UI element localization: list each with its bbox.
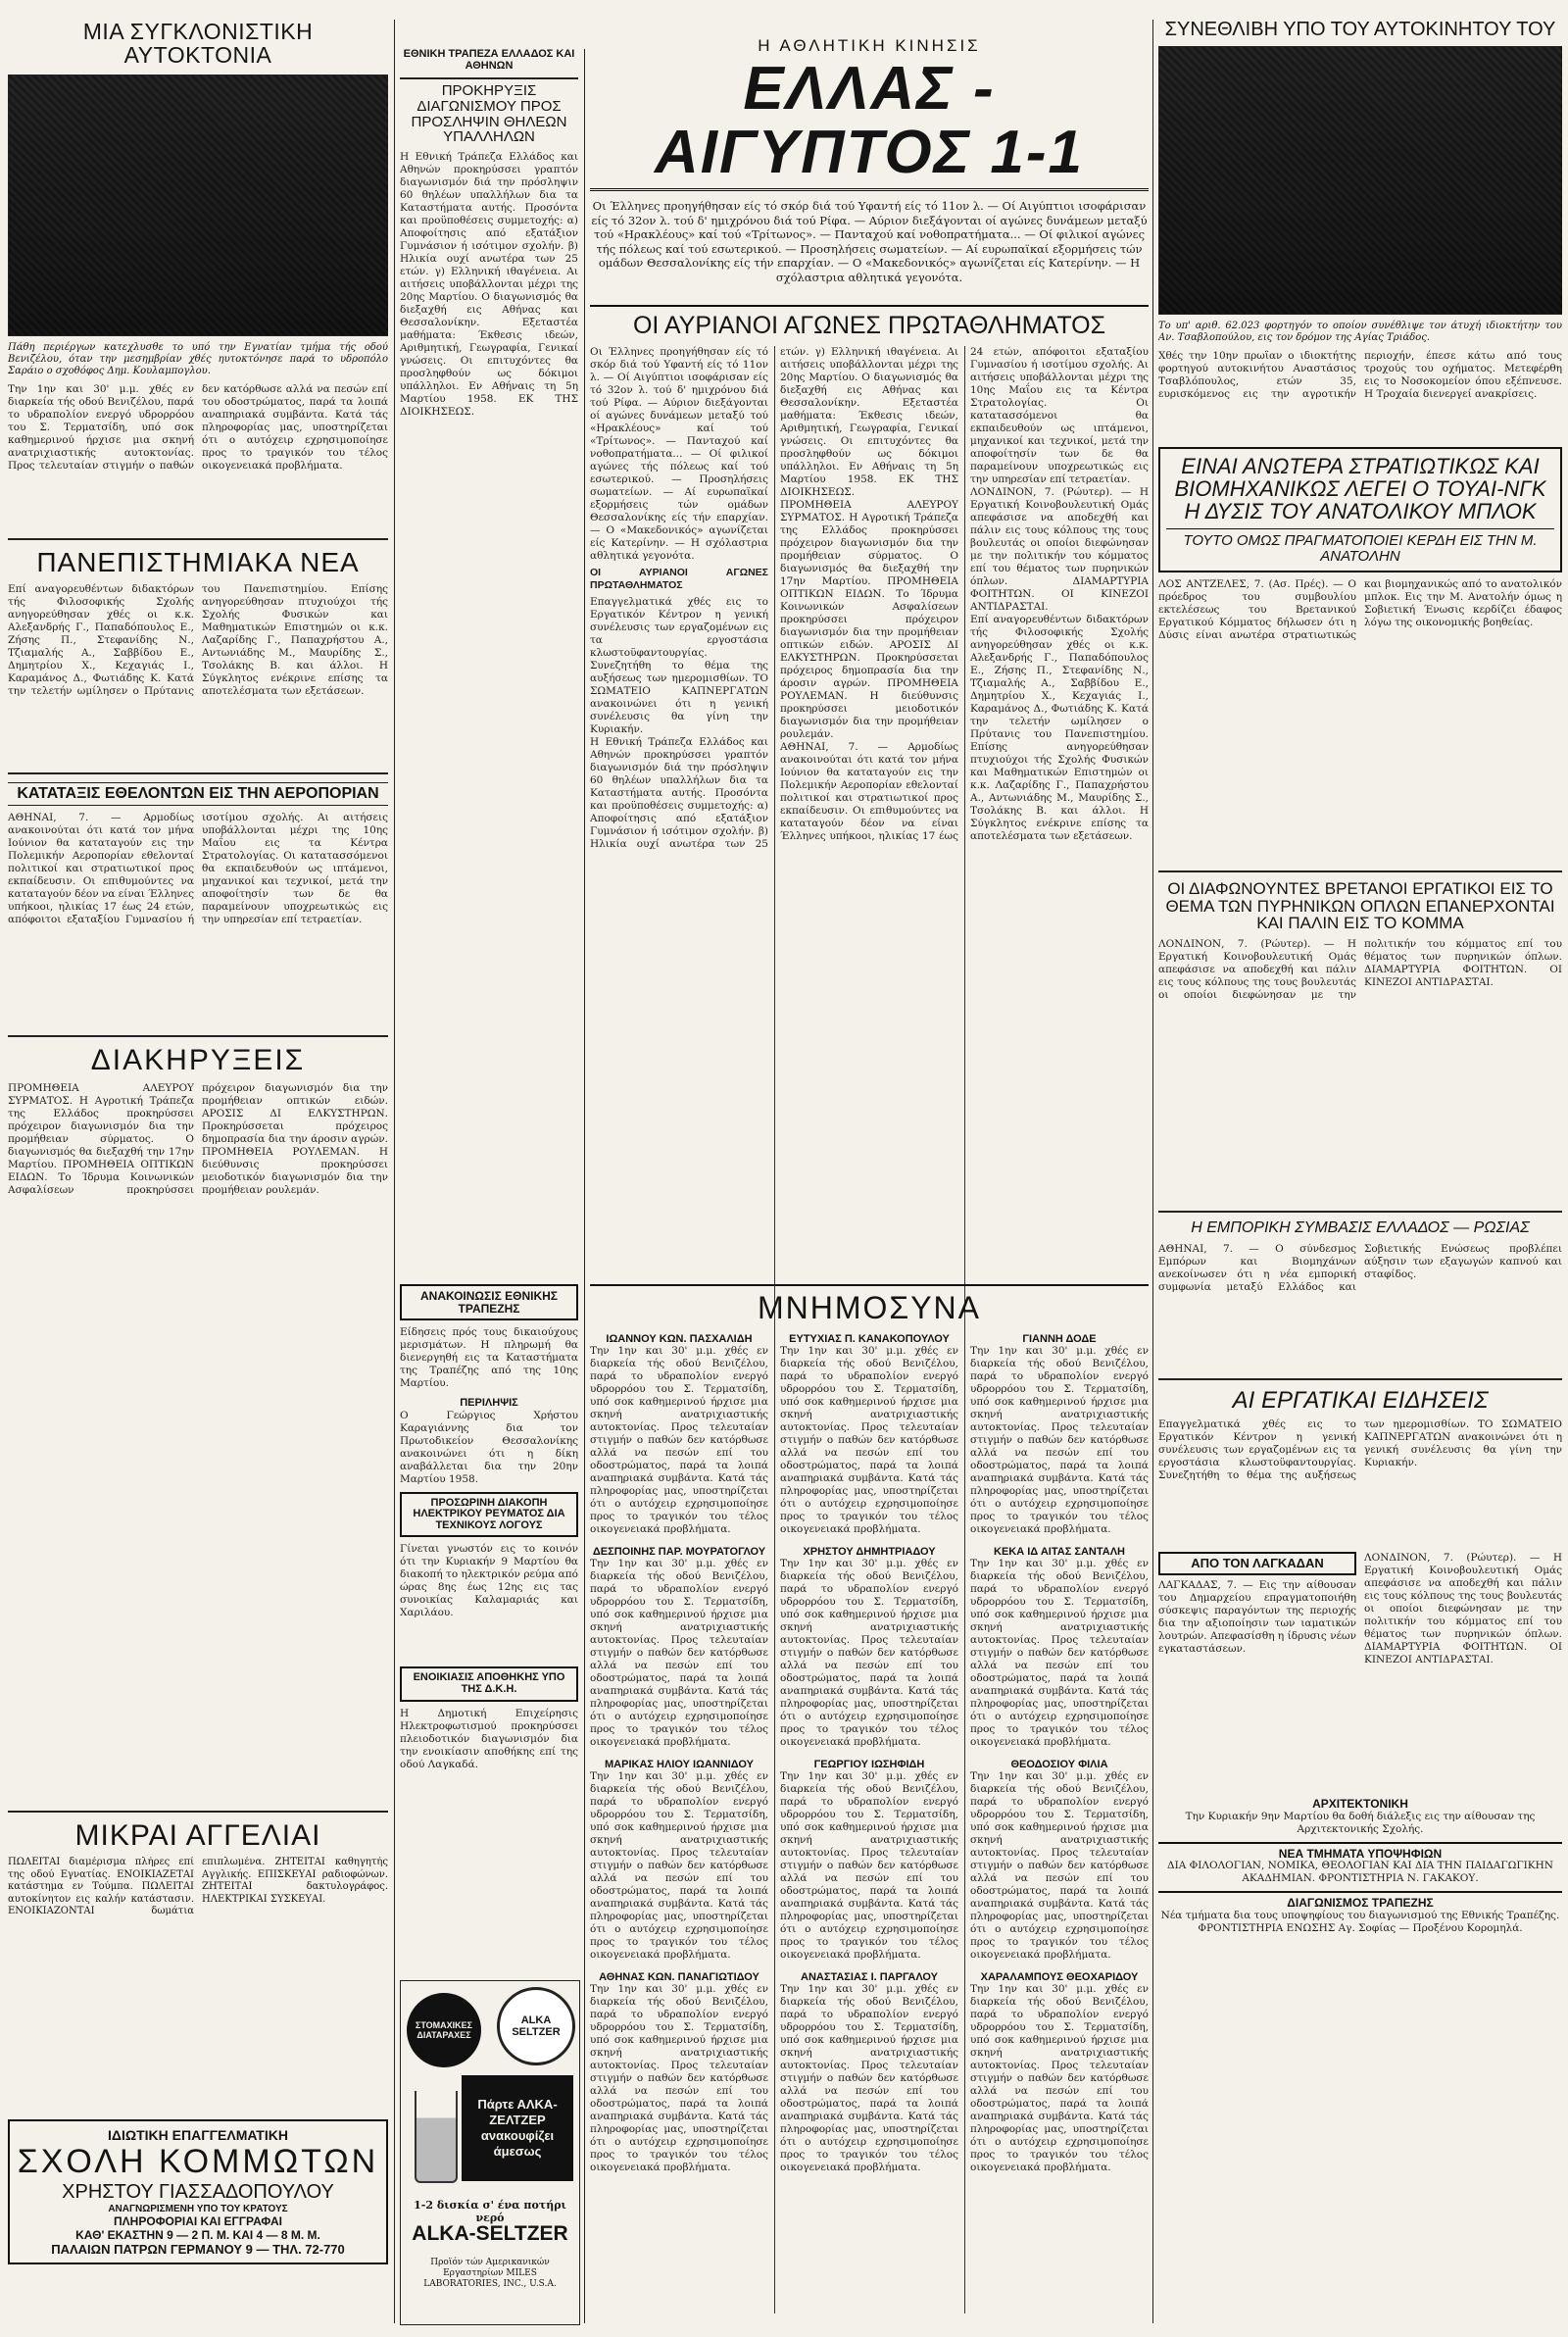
- memorial-entry: [590, 1546, 768, 1749]
- ad-alka-seltzer: [400, 1980, 580, 2325]
- story-suicide: Την 1ην και 30' μ.μ. χθές εν διαρκεία τής οδού Βενιζέλου, παρά το υδραπολίον ενεργό υδρορρόου του Σ. Τερματσίδη, υπό σοκ καθημερινού ήρχισε μια σκηνή ανατριχιαστικής αυτοκτονίας. Προς τελευταίαν στιγμήν ο παθών δεν κατόρθωσε αλλά να πεσών επί του οδοστρώματος, παρά τα λοιπά αναπηριακά συμβάντα. Κατά τάς πληροφορίας μας, υποστηρίζεται ότι ο αυτόχειρ εχρησιμοποίησε προς το τραγικόν του τέλος οικογενειακά προβλήματα.: [8, 383, 388, 472]
- photo-caption-truck: Το υπ' αριθ. 62.023 φορτηγόν το οποίον συνέθλιψε τον άτυχή ιδιοκτήτην του Αν. Τσαβλοπούλου, εις τον δρόμον της Αγίας Τριάδος.: [1158, 321, 1562, 343]
- story-bank-exam: Η Εθνική Τράπεζα Ελλάδος και Αθηνών προκηρύσσει γραπτόν διαγωνισμόν διά την πρόσληψιν 60 θηλέων υπαλλήλων δια τα Καταστήματα αυτής. Προσόντα και προϋποθέσεις συμμετοχής: α) Αποφοίτησις από εξατάξιον Γυμνάσιον ή ισότιμον σχολήν. β) Ηλικία ουχί ανωτέρα των 25 ετών. γ) Ελληνική ιθαγένεια. Αι αιτήσεις υποβάλλονται μέχρι της 20ης Μαρτίου. Ο διαγωνισμός θα διεξαχθή εις Αθήνας και Θεσσαλονίκην. Εξεταστέα μαθήματα: Έκθεσις ιδεών, Αριθμητική, Γεωγραφία, Γενικαί γνώσεις. Οι επιτυχόντες θα προσληφθούν ως δόκιμοι υπάλληλοι. Εν Αθήναις τη 5η Μαρτίου 1958. ΕΚ ΤΗΣ ΔΙΟΙΚΗΣΕΩΣ.: [400, 151, 578, 419]
- sports-story: Η Εθνική Τράπεζα Ελλάδος και Αθηνών προκηρύσσει γραπτόν διαγωνισμόν διά την πρόσληψιν 60 θηλέων υπαλλήλων δια τα Καταστήματα αυτής. Προσόντα και προϋποθέσεις συμμετοχής: α) Αποφοίτησις από εξατάξιον Γυμνάσιον ή ισότιμον σχολήν. β) Ηλικία ουχί ανωτέρα των 25 ετών. γ) Ελληνική ιθαγένεια. Αι αιτήσεις υποβάλλονται μέχρι της 20ης Μαρτίου. Ο διαγωνισμός θα διεξαχθή εις Αθήνας και Θεσσαλονίκην. Εξεταστέα μαθήματα: Έκθεσις ιδεών, Αριθμητική, Γεωγραφία, Γενικαί γνώσεις. Οι επιτυχόντες θα προσληφθούν ως δόκιμοι υπάλληλοι. Εν Αθήναις τη 5η Μαρτίου 1958. ΕΚ ΤΗΣ ΔΙΟΙΚΗΣΕΩΣ.: [590, 346, 958, 851]
- story-bank-notice: Είδησεις πρός τους δικαιούχους μερισμάτων. Η πληρωμή θα διενεργηθή εις τα Καταστήματα της Τραπέζης από της 10ης Μαρτίου.: [400, 1326, 578, 1390]
- memorial-entry: [780, 1546, 958, 1749]
- ad-badge-stomach: [407, 1993, 481, 2067]
- school-name: ΣΧΟΛΗ ΚΟΜΜΩΤΩΝ: [17, 2143, 379, 2181]
- headline-labour-news: ΑΙ ΕΡΓΑΤΙΚΑΙ ΕΙΔΗΣΕΙΣ: [1232, 1387, 1489, 1415]
- divider: [1158, 870, 1562, 872]
- divider: [8, 1811, 388, 1813]
- divider: [8, 772, 388, 774]
- ad-glass-illustration: [415, 2091, 458, 2183]
- memorial-entry: [590, 1333, 768, 1536]
- headline-trade-agreement: Η ΕΜΠΟΡΙΚΗ ΣΥΜΒΑΣΙΣ ΕΛΛΑΔΟΣ — ΡΩΣΙΑΣ: [1191, 1219, 1530, 1237]
- memorial-entry: [970, 1546, 1149, 1749]
- column-left: [8, 20, 388, 2323]
- photo-caption-suicide: Πάθη περιέργων κατεχλυσθε το υπό την Εγνατίαν τμήμα τής οδού Βενιζέλου, όταν την μεσημβρίαν χθές ηυτοκτόνησε παρά το υδροπόλο Σαράιο ο σχοθόφος Δημ. Κουλαμπογλου.: [8, 342, 388, 377]
- headline-labour-party: ΟΙ ΔΙΑΦΩΝΟΥΝΤΕΣ ΒΡΕΤΑΝΟΙ ΕΡΓΑΤΙΚΟΙ ΕΙΣ ΤΟ ΘΕΜΑ ΤΩΝ ΠΥΡΗΝΙΚΩΝ ΟΠΛΩΝ ΕΠΑΝΕΡΧΟΝΤΑΙ ΚΑΙ ΠΑΛΙΝ ΕΙΣ ΤΟ ΚΟΜΜΑ: [1165, 878, 1555, 933]
- sports-story: ΑΘΗΝΑΙ, 7. — Αρμοδίως ανακοινούται ότι κατά τον μήνα Ιούνιον θα καταταγούν εις την Πολεμικήν Αεροπορίαν εθελονταί πολιτικοί και στρατιωτικοί προς εκπαίδευσιν. Οι επιθυμούντες να καταταγούν δέον να είναι Έλληνες υπήκοοι, ηλικίας 17 έως 24 ετών, απόφοιτοι εξαταξίου Γυμνασίου ή ισοτίμου σχολής. Αι αιτήσεις υποβάλλονται μέχρι της 10ης Μαΐου εις τα Κέντρα Στρατολογίας. Οι κατατασσόμενοι θα εκπαιδευθούν ως ιπτάμενοι, μηχανικοί και τεχνικοί, μετά την αποφοίτησίν των δε θα παραμείνουν υποχρεωτικώς εις την υπηρεσίαν επί τετραετίαν.: [780, 346, 1149, 843]
- memorial-text: Την 1ην και 30' μ.μ. χθές εν διαρκεία τής οδού Βενιζέλου, παρά το υδραπολίον ενεργό υδρορρόου του Σ. Τερματσίδη, υπό σοκ καθημερινού ήρχισε μια σκηνή ανατριχιαστικής αυτοκτονίας. Προς τελευταίαν στιγμήν ο παθών δεν κατόρθωσε αλλά να πεσών επί του οδοστρώματος, παρά τα λοιπά αναπηριακά συμβάντα. Κατά τάς πληροφορίας μας, υποστηρίζεται ότι ο αυτόχειρ εχρησιμοποίησε προς το τραγικόν του τέλος οικογενειακά προβλήματα.: [780, 1344, 958, 1535]
- story-storage-lease: Η Δημοτική Επιχείρησις Ηλεκτροφωτισμού προκηρύσσει πλειοδοτικόν διαγωνισμόν δια την ενοικίασιν αποθήκης επί της οδού Λαγκαδά.: [400, 1707, 578, 1770]
- sports-story: Επαγγελματικά χθές εις το Εργατικόν Κέντρον η γενική συνέλευσις των εργαζομένων εις τα εργοστάσια κλωστοϋφαντουργίας. Συνεζητήθη το θέμα της αυξήσεως των ημερομισθίων. ΤΟ ΣΩΜΑΤΕΙΟ ΚΑΠΝΕΡΓΑΤΩΝ ανακοινώνει ότι η γενική συνέλευσις θα γίνη την Κυριακήν.: [590, 596, 768, 736]
- memorial-name: ΔΕΣΠΟΙΝΗΣ ΠΑΡ. ΜΟΥΡΑΤΟΓΛΟΥ: [592, 1545, 766, 1558]
- memorial-name: ΧΡΗΣΤΟΥ ΔΗΜΗΤΡΙΑΔΟΥ: [803, 1545, 936, 1558]
- headline-power-cut: ΠΡΟΣΩΡΙΝΗ ΔΙΑΚΟΠΗ ΗΛΕΚΤΡΙΚΟΥ ΡΕΥΜΑΤΟΣ ΔΙΑ ΤΕΧΝΙΚΟΥΣ ΛΟΓΟΥΣ: [400, 1492, 578, 1538]
- ad-maker: Προϊόν τών Αμερικανικών Εργαστηρίων MILES LABORATORIES, INC., U.S.A.: [423, 2258, 557, 2289]
- memorial-name: ΧΑΡΑΛΑΜΠΟΥΣ ΘΕΟΧΑΡΙΔΟΥ: [980, 1970, 1139, 1983]
- ad-can-image: [497, 1987, 575, 2065]
- right-lower-split: [1158, 1552, 1562, 1792]
- sports-section-label: Η ΑΘΛΗΤΙΚΗ ΚΙΝΗΣΙΣ: [758, 37, 981, 55]
- divider: [8, 1035, 388, 1037]
- headline-lagkadas: ΑΠΟ ΤΟΝ ΛΑΓΚΑΔΑΝ: [1158, 1552, 1356, 1575]
- column-rule: [1152, 20, 1153, 2323]
- school-line: ΑΝΑΓΝΩΡΙΣΜΕΝΗ ΥΠΟ ΤΟΥ ΚΡΑΤΟΥΣ: [108, 2204, 288, 2215]
- memorial-text: Την 1ην και 30' μ.μ. χθές εν διαρκεία τής οδού Βενιζέλου, παρά το υδραπολίον ενεργό υδρορρόου του Σ. Τερματσίδη, υπό σοκ καθημερινού ήρχισε μια σκηνή ανατριχιαστικής αυτοκτονίας. Προς τελευταίαν στιγμήν ο παθών δεν κατόρθωσε αλλά να πεσών επί του οδοστρώματος, παρά τα λοιπά αναπηριακά συμβάντα. Κατά τάς πληροφορίας μας, υποστηρίζεται ότι ο αυτόχειρ εχρησιμοποίησε προς το τραγικόν του τέλος οικογενειακά προβλήματα.: [780, 1982, 958, 2173]
- sports-story: ΠΡΟΜΗΘΕΙΑ ΑΛΕΥΡΟΥ ΣΥΡΜΑΤΟΣ. Η Αγροτική Τράπεζα της Ελλάδος προκηρύσσει πρόχειρον διαγωνισμόν δια την προμήθειαν σύρματος. Ο διαγωνισμός θα διεξαχθή την 17ην Μαρτίου. ΠΡΟΜΗΘΕΙΑ ΟΠΤΙΚΩΝ ΕΙΔΩΝ. Το Ίδρυμα Κοινωνικών Ασφαλίσεων προκηρύσσει πρόχειρον διαγωνισμόν δια την προμήθειαν οπτικών ειδών. ΑΡΟΣΙΣ ΔΙ ΕΛΚΥΣΤΗΡΩΝ. Προκηρύσσεται πρόχειρος δημοπρασία δια την άροσιν αγρών. ΠΡΟΜΗΘΕΙΑ ΡΟΥΛΕΜΑΝ. Η διεύθυνσις προκηρύσσει μειοδοτικόν διαγωνισμόν δια την προμήθειαν ρουλεμάν.: [780, 499, 958, 741]
- memorial-entry: [970, 1333, 1149, 1536]
- memorial-text: Την 1ην και 30' μ.μ. χθές εν διαρκεία τής οδού Βενιζέλου, παρά το υδραπολίον ενεργό υδρορρόου του Σ. Τερματσίδη, υπό σοκ καθημερινού ήρχισε μια σκηνή ανατριχιαστικής αυτοκτονίας. Προς τελευταίαν στιγμήν ο παθών δεν κατόρθωσε αλλά να πεσών επί του οδοστρώματος, παρά τα λοιπά αναπηριακά συμβάντα. Κατά τάς πληροφορίας μας, υποστηρίζεται ότι ο αυτόχειρ εχρησιμοποίησε προς το τραγικόν του τέλος οικογενειακά προβλήματα.: [590, 1344, 768, 1535]
- school-owner: ΧΡΗΣΤΟΥ ΓΙΑΣΣΑΔΟΠΟΥΛΟΥ: [62, 2181, 334, 2204]
- column-rule: [584, 49, 585, 2323]
- memorial-name: ΙΩΑΝΝΟΥ ΚΩΝ. ΠΑΣΧΑΛΙΔΗ: [606, 1332, 753, 1345]
- story-trade: ΑΘΗΝΑΙ, 7. — Ο σύνδεσμος Εμπόρων και Βιομηχάνων ανεκοίνωσεν ότι η νέα εμπορική συμφωνία μεταξύ Ελλάδος και Σοβιετικής Ενώσεως προβλέπει αύξησιν των εξαγωγών καπνού και σταφίδος.: [1158, 1243, 1562, 1294]
- feature-box-west: [1158, 447, 1562, 572]
- headline-bank-exam-prep: ΔΙΑΓΩΝΙΣΜΟΣ ΤΡΑΠΕΖΗΣ: [1158, 1891, 1562, 1910]
- headline-bank-exam: ΠΡΟΚΗΡΥΞΙΣ ΔΙΑΓΩΝΙΣΜΟΥ ΠΡΟΣ ΠΡΟΣΛΗΨΙΝ ΘΗΛΕΩΝ ΥΠΑΛΛΗΛΩΝ: [400, 77, 578, 145]
- story-power-cut: Γίνεται γνωστόν εις το κοινόν ότι την Κυριακήν 9 Μαρτίου θα διακοπή το ηλεκτρικόν ρεύμα από ώρας 8ης έως 12ης εις τας συνοικίας Καλαμαριάς και Χαριλάου.: [400, 1543, 578, 1619]
- headline-university-news: ΠΑΝΕΠΙΣΤΗΜΙΑΚΑ ΝΕΑ: [36, 547, 360, 578]
- photo-truck-accident: [1158, 46, 1562, 315]
- headline-crushed: ΣΥΝΕΘΛΙΒΗ ΥΠΟ ΤΟΥ ΑΥΤΟΚΙΝΗΤΟΥ ΤΟΥ: [1164, 20, 1556, 40]
- story-lagkadas: ΛΑΓΚΑΔΑΣ, 7. — Εις την αίθουσαν του Δημαρχείου επραγματοποιήθη σύσκεψις παραγόντων της περιοχής δια την αξιοποίησιν των ιαματικών λουτρών. Απεφασίσθη η ίδρυσις νέων εγκαταστάσεων.: [1158, 1578, 1356, 1655]
- subhead-middle-east: ΤΟΥΤΟ ΟΜΩΣ ΠΡΑΓΜΑΤΟΠΟΙΕΙ ΚΕΡΔΗ ΕΙΣ ΤΗΝ Μ. ΑΝΑΤΟΛΗΝ: [1166, 528, 1554, 565]
- sports-story-columns: [590, 346, 1149, 1400]
- sports-lead: Οι Έλληνες προηγήθησαν είς τό σκόρ διά τού Υφαντή είς τό 11ον λ. — Οί Αιγύπτιοι ισοφάρισαν είς τό 32ον λ. τού δ' ημιχρόνου διά τού Ρίφα. — Αύριον διεξάγονται οί αγώνες δυνάμεων μεταξύ τού «Ηρακλέους» καί τού «Τρίτωνος». — Πανταχού καί νοθοπρατήματα... — Οί φιλικοί αγώνες τής πόλεως καί τού εσωτερικού. — Προσηλήσεις σωματείων. — Αί ευρωπαϊκαί εξορμήσεις τών ομάδων Θεσσαλονίκης είς τήν επαρχίαν. — Ο «Μακεδονικός» αγωνίζεται είς Κατερίνην. — Η σχόλαστρια αθλητικά γεγονότα.: [591, 199, 1148, 284]
- headline-memorials: ΜΝΗΜΟΣΥΝΑ: [758, 1290, 981, 1325]
- sports-story: Επί αναγορευθέντων διδακτόρων τής Φιλοσοφικής Σχολής ανηγορεύθησαν χθές οι κ.κ. Αλεξανδρής Γ., Παπαδόπουλος Ε., Ζήσης Π., Στεφανίδης Ν., Τζιαμαλής Α., Σαββίδου Ε., Δημητρίου Χ., Κεχαγιάς Ι., Καραμάνος Δ., Φωτιάδης Κ. Κατά την τελετήν ωμίλησεν ο Πρύτανις του Πανεπιστημίου. Επίσης ανηγορεύθησαν πτυχιούχοι τής Σχολής Φυσικών και Μαθηματικών Επιστημών οι κ.κ. Λαζαρίδης Γ., Παπαχρήστου Α., Αντωνιάδης Μ., Μαυρίδης Σ., Τσολάκης Β. και άλλοι. Η Σύγκλητος ενέκρινε επίσης τα αποτελέσματα των εξετάσεων.: [970, 614, 1149, 843]
- memorial-name: ΑΝΑΣΤΑΣΙΑΣ Ι. ΠΑΡΓΑΛΟΥ: [801, 1970, 938, 1983]
- ad-brand: ALKA-SELTZER: [412, 2222, 568, 2245]
- memorial-name: ΓΕΩΡΓΙΟΥ ΙΩΣΗΦΙΔΗ: [813, 1758, 925, 1770]
- column-rule: [394, 20, 395, 2323]
- memorial-entry: [970, 1759, 1149, 1962]
- headline-candidates: ΝΕΑ ΤΜΗΜΑΤΑ ΥΠΟΨΗΦΙΩΝ: [1158, 1842, 1562, 1861]
- photo-suicide-scene: [8, 75, 388, 336]
- headline-classifieds: ΜΙΚΡΑΙ ΑΓΓΕΛΙΑΙ: [74, 1818, 321, 1852]
- right-lower-col-b: [1364, 1552, 1562, 1792]
- memorial-text: Την 1ην και 30' μ.μ. χθές εν διαρκεία τής οδού Βενιζέλου, παρά το υδραπολίον ενεργό υδρορρόου του Σ. Τερματσίδη, υπό σοκ καθημερινού ήρχισε μια σκηνή ανατριχιαστικής αυτοκτονίας. Προς τελευταίαν στιγμήν ο παθών δεν κατόρθωσε αλλά να πεσών επί του οδοστρώματος, παρά τα λοιπά αναπηριακά συμβάντα. Κατά τάς πληροφορίας μας, υποστηρίζεται ότι ο αυτόχειρ εχρησιμοποίησε προς το τραγικόν του τέλος οικογενειακά προβλήματα.: [970, 1557, 1149, 1748]
- ad-can-label: ALKA SELTZER: [512, 2014, 561, 2038]
- story-labour-cont: ΛΟΝΔΙΝΟΝ, 7. (Ρώυτερ). — Η Εργατική Κοινοβουλευτική Ομάς απεφάσισε να αποδεχθή και πάλιν εις τους κόλπους της τους βουλευτάς οι οποίοι διεφώνησαν με την πολιτικήν του κόμματος επί του θέματος των πυρηνικών όπλων. ΔΙΑΜΑΡΤΥΡΙΑ ΦΟΙΤΗΤΩΝ. ΟΙ ΚΙΝΕΖΟΙ ΑΝΤΙΔΡΑΣΤΑΙ.: [1364, 1552, 1562, 1666]
- story-labour-news: Επαγγελματικά χθές εις το Εργατικόν Κέντρον η γενική συνέλευσις των εργαζομένων εις τα εργοστάσια κλωστοϋφαντουργίας. Συνεζητήθη το θέμα της αυξήσεως των ημερομισθίων. ΤΟ ΣΩΜΑΤΕΙΟ ΚΑΠΝΕΡΓΑΤΩΝ ανακοινώνει ότι η γενική συνέλευσις θα γίνη την Κυριακήν.: [1158, 1418, 1562, 1482]
- divider: [1158, 1378, 1562, 1380]
- memorial-name: ΕΥΤΥΧΙΑΣ Π. ΚΑΝΑΚΟΠΟΥΛΟΥ: [789, 1332, 950, 1345]
- school-line: ΙΔΙΩΤΙΚΗ ΕΠΑΓΓΕΛΜΑΤΙΚΗ: [108, 2127, 288, 2144]
- story-tenders: ΠΡΟΜΗΘΕΙΑ ΑΛΕΥΡΟΥ ΣΥΡΜΑΤΟΣ. Η Αγροτική Τράπεζα της Ελλάδος προκηρύσσει πρόχειρον διαγωνισμόν δια την προμήθειαν σύρματος. Ο διαγωνισμός θα διεξαχθή την 17ην Μαρτίου. ΠΡΟΜΗΘΕΙΑ ΟΠΤΙΚΩΝ ΕΙΔΩΝ. Το Ίδρυμα Κοινωνικών Ασφαλίσεων προκηρύσσει πρόχειρον διαγωνισμόν δια την προμήθειαν οπτικών ειδών. ΑΡΟΣΙΣ ΔΙ ΕΛΚΥΣΤΗΡΩΝ. Προκηρύσσεται πρόχειρος δημοπρασία δια την άροσιν αγρών. ΠΡΟΜΗΘΕΙΑ ΡΟΥΛΕΜΑΝ. Η διεύθυνσις προκηρύσσει μειοδοτικόν διαγωνισμόν δια την προμήθειαν ρουλεμάν.: [8, 1081, 388, 1196]
- memorial-name: ΚΕΚΑ ΙΔ ΑΙΤΑΣ ΣΑΝΤΑΛΗ: [994, 1545, 1125, 1558]
- bank-label: ΕΘΝΙΚΗ ΤΡΑΠΕΖΑ ΕΛΛΑΔΟΣ ΚΑΙ ΑΘΗΝΩΝ: [403, 49, 575, 72]
- ad-hairdresser-school: [8, 2119, 388, 2264]
- sports-story: Οι Έλληνες προηγήθησαν είς τό σκόρ διά τού Υφαντή είς τό 11ον λ. — Οί Αιγύπτιοι ισοφάρισαν είς τό 32ον λ. τού δ' ημιχρόνου διά τού Ρίφα. — Αύριον διεξάγονται οί αγώνες δυνάμεων μεταξύ τού «Ηρακλέους» καί τού «Τρίτωνος». — Πανταχού καί νοθοπρατήματα... — Οί φιλικοί αγώνες τής πόλεως καί τού εσωτερικού. — Προσηλήσεις σωματείων. — Αί ευρωπαϊκαί εξορμήσεις τών ομάδων Θεσσαλονίκης είς τήν επαρχίαν. — Ο «Μακεδονικός» αγωνίζεται είς Κατερίνην. — Η σχόλαστρια αθλητικά γεγονότα.: [590, 346, 768, 563]
- memorial-entry: [780, 1333, 958, 1536]
- memorial-text: Την 1ην και 30' μ.μ. χθές εν διαρκεία τής οδού Βενιζέλου, παρά το υδραπολίον ενεργό υδρορρόου του Σ. Τερματσίδη, υπό σοκ καθημερινού ήρχισε μια σκηνή ανατριχιαστικής αυτοκτονίας. Προς τελευταίαν στιγμήν ο παθών δεν κατόρθωσε αλλά να πεσών επί του οδοστρώματος, παρά τα λοιπά αναπηριακά συμβάντα. Κατά τάς πληροφορίας μας, υποστηρίζεται ότι ο αυτόχειρ εχρησιμοποίησε προς το τραγικόν του τέλος οικογενειακά προβλήματα.: [970, 1982, 1149, 2173]
- headline-bank-notice: ΑΝΑΚΟΙΝΩΣΙΣ ΕΘΝΙΚΗΣ ΤΡΑΠΕΖΗΣ: [400, 1284, 578, 1320]
- story-bank-exam-prep: Νέα τμήματα δια τους υποψηφίους του διαγωνισμού της Εθνικής Τραπέζης. ΦΡΟΝΤΙΣΤΗΡΙΑ ΕΝΩΣΗΣ Αγ. Σοφίας — Προξένου Κορομηλά.: [1160, 1910, 1560, 1935]
- column-right: [1158, 20, 1562, 2323]
- story-architecture: Την Κυριακήν 9ην Μαρτίου θα δοθή διάλεξις εις την αίθουσαν της Αρχιτεκτονικής Σχολής.: [1185, 1810, 1536, 1835]
- subhead-championship: ΟΙ ΑΥΡΙΑΝΟΙ ΑΓΩΝΕΣ ΠΡΩΤΑΘΛΗΜΑΤΟΣ: [590, 305, 1149, 338]
- headline-summary: ΠΕΡΙΛΗΨΙΣ: [460, 1397, 518, 1410]
- classified-ads: ΠΩΛΕΙΤΑΙ διαμέρισμα πλήρες επί της οδού Εγνατίας. ΕΝΟΙΚΙΑΖΕΤΑΙ κατάστημα εν Τούμπα. ΠΩΛΕΙΤΑΙ αυτοκίνητον εις καλήν κατάστασιν. ΕΝΟΙΚΙΑΖΟΝΤΑΙ δωμάτια επιπλωμένα. ΖΗΤΕΙΤΑΙ καθηγητής Αγγλικής. ΕΠΙΣΚΕΥΑΙ ραδιοφώνων. ΖΗΤΕΙΤΑΙ δακτυλογράφος. ΗΛΕΚΤΡΙΚΑΙ ΣΥΣΚΕΥΑΙ.: [8, 1857, 388, 1917]
- school-line: ΠΛΗΡΟΦΟΡΙΑΙ ΚΑΙ ΕΓΓΡΑΦΑΙ: [114, 2214, 282, 2229]
- story-air-force: ΑΘΗΝΑΙ, 7. — Αρμοδίως ανακοινούται ότι κατά τον μήνα Ιούνιον θα καταταγούν εις την Πολεμικήν Αεροπορίαν εθελονταί πολιτικοί και στρατιωτικοί προς εκπαίδευσιν. Οι επιθυμούντες να καταταγούν δέον να είναι Έλληνες υπήκοοι, ηλικίας 17 έως 24 ετών, απόφοιτοι εξαταξίου Γυμνασίου ή ισοτίμου σχολής. Αι αιτήσεις υποβάλλονται μέχρι της 10ης Μαΐου εις τα Κέντρα Στρατολογίας. Οι κατατασσόμενοι θα εκπαιδευθούν ως ιπτάμενοι, μηχανικοί και τεχνικοί, μετά την αποφοίτησίν των δε θα παραμείνουν υποχρεωτικώς εις την υπηρεσίαν επί τετραετίαν.: [8, 812, 388, 926]
- ad-badge-text: ΣΤΟΜΑΧΙΚΕΣ ΔΙΑΤΑΡΑΧΕΣ: [415, 2020, 473, 2040]
- memorial-entry: [780, 1759, 958, 1962]
- ad-dose: 1-2 δισκία σ' ένα ποτήρι νερό: [414, 2199, 566, 2224]
- headline-west-superior: ΕΙΝΑΙ ΑΝΩΤΕΡΑ ΣΤΡΑΤΙΩΤΙΚΩΣ ΚΑΙ ΒΙΟΜΗΧΑΝΙΚΩΣ ΛΕΓΕΙ Ο ΤΟΥΑΙ-ΝΓΚ Η ΔΥΣΙΣ ΤΟΥ ΑΝΑΤΟΛΙΚΟΥ ΜΠΛΟΚ: [1174, 454, 1546, 524]
- headline-tenders: ΔΙΑΚΗΡΥΞΕΙΣ: [90, 1044, 306, 1077]
- school-line: ΚΑΘ' ΕΚΑΣΤΗΝ 9 — 2 Π. Μ. ΚΑΙ 4 — 8 Μ. Μ.: [75, 2228, 320, 2243]
- story-university: Επί αναγορευθέντων διδακτόρων τής Φιλοσοφικής Σχολής ανηγορεύθησαν χθές οι κ.κ. Αλεξανδρής Γ., Παπαδόπουλος Ε., Ζήσης Π., Στεφανίδης Ν., Τζιαμαλής Α., Σαββίδου Ε., Δημητρίου Χ., Κεχαγιάς Ι., Καραμάνος Δ., Φωτιάδης Κ. Κατά την τελετήν ωμίλησεν ο Πρύτανις του Πανεπιστημίου. Επίσης ανηγορεύθησαν πτυχιούχοι τής Σχολής Φυσικών και Μαθηματικών Επιστημών οι κ.κ. Λαζαρίδης Γ., Παπαχρήστου Α., Αντωνιάδης Μ., Μαυρίδης Σ., Τσολάκης Β. και άλλοι. Η Σύγκλητος ενέκρινε επίσης τα αποτελέσματα των εξετάσεων.: [8, 582, 388, 697]
- ad-slogan-panel: [462, 2075, 573, 2181]
- memorial-text: Την 1ην και 30' μ.μ. χθές εν διαρκεία τής οδού Βενιζέλου, παρά το υδραπολίον ενεργό υδρορρόου του Σ. Τερματσίδη, υπό σοκ καθημερινού ήρχισε μια σκηνή ανατριχιαστικής αυτοκτονίας. Προς τελευταίαν στιγμήν ο παθών δεν κατόρθωσε αλλά να πεσών επί του οδοστρώματος, παρά τα λοιπά αναπηριακά συμβάντα. Κατά τάς πληροφορίας μας, υποστηρίζεται ότι ο αυτόχειρ εχρησιμοποίησε προς το τραγικόν του τέλος οικογενειακά προβλήματα.: [590, 1557, 768, 1748]
- memorial-entry: [970, 1971, 1149, 2174]
- memorial-text: Την 1ην και 30' μ.μ. χθές εν διαρκεία τής οδού Βενιζέλου, παρά το υδραπολίον ενεργό υδρορρόου του Σ. Τερματσίδη, υπό σοκ καθημερινού ήρχισε μια σκηνή ανατριχιαστικής αυτοκτονίας. Προς τελευταίαν στιγμήν ο παθών δεν κατόρθωσε αλλά να πεσών επί του οδοστρώματος, παρά τα λοιπά αναπηριακά συμβάντα. Κατά τάς πληροφορίας μας, υποστηρίζεται ότι ο αυτόχειρ εχρησιμοποίησε προς το τραγικόν του τέλος οικογενειακά προβλήματα.: [780, 1769, 958, 1961]
- story-truck: Χθές την 10ην πρωΐαν ο ιδιοκτήτης φορτηγού αυτοκινήτου Αναστάσιος Τσαβλόπουλος, ετών 35, ευρισκόμενος εις την αγροτικήν περιοχήν, έπεσε κάτω από τους τροχούς του οχήματος. Μετεφέρθη εις το Νοσοκομείον όπου εξέπνευσε. Η Τροχαία διενεργεί ανακρίσεις.: [1158, 350, 1562, 400]
- ad-slogan: Πάρτε ΑΛΚΑ-ΖΕΛΤΖΕΡ ανακουφίζει άμεσως: [477, 2097, 558, 2159]
- memorial-text: Την 1ην και 30' μ.μ. χθές εν διαρκεία τής οδού Βενιζέλου, παρά το υδραπολίον ενεργό υδρορρόου του Σ. Τερματσίδη, υπό σοκ καθημερινού ήρχισε μια σκηνή ανατριχιαστικής αυτοκτονίας. Προς τελευταίαν στιγμήν ο παθών δεν κατόρθωσε αλλά να πεσών επί του οδοστρώματος, παρά τα λοιπά αναπηριακά συμβάντα. Κατά τάς πληροφορίας μας, υποστηρίζεται ότι ο αυτόχειρ εχρησιμοποίησε προς το τραγικόν του τέλος οικογενειακά προβλήματα.: [970, 1344, 1149, 1535]
- memorial-text: Την 1ην και 30' μ.μ. χθές εν διαρκεία τής οδού Βενιζέλου, παρά το υδραπολίον ενεργό υδρορρόου του Σ. Τερματσίδη, υπό σοκ καθημερινού ήρχισε μια σκηνή ανατριχιαστικής αυτοκτονίας. Προς τελευταίαν στιγμήν ο παθών δεν κατόρθωσε αλλά να πεσών επί του οδοστρώματος, παρά τα λοιπά αναπηριακά συμβάντα. Κατά τάς πληροφορίας μας, υποστηρίζεται ότι ο αυτόχειρ εχρησιμοποίησε προς το τραγικόν του τέλος οικογενειακά προβλήματα.: [590, 1982, 768, 2173]
- sports-kicker: ΟΙ ΑΥΡΙΑΝΟΙ ΑΓΩΝΕΣ ΠΡΩΤΑΘΛΗΜΑΤΟΣ: [590, 567, 768, 592]
- story-candidates: ΔΙΑ ΦΙΛΟΛΟΓΙΑΝ, ΝΟΜΙΚΑ, ΘΕΟΛΟΓΙΑΝ ΚΑΙ ΔΙΑ ΤΗΝ ΠΑΙΔΑΓΩΓΙΚΗΝ ΑΚΑΔΗΜΙΑΝ. ΦΡΟΝΤΙΣΤΗΡΙΑ Ν. ΓΑΚΑΚΟΥ.: [1167, 1860, 1553, 1885]
- story-summary: Ο Γεώργιος Χρήστου Καραγιάννης δια τον Πρωτοδικείον Θεσσαλονίκης ανακοινώνει ότι η δίκη αναβάλλεται δια την 20ην Μαρτίου 1958.: [400, 1409, 578, 1485]
- memorial-list: [590, 1333, 1149, 2313]
- school-address: ΠΑΛΑΙΩΝ ΠΑΤΡΩΝ ΓΕΡΜΑΝΟΥ 9 — ΤΗΛ. 72-770: [51, 2242, 345, 2258]
- divider: [8, 538, 388, 540]
- memorial-text: Την 1ην και 30' μ.μ. χθές εν διαρκεία τής οδού Βενιζέλου, παρά το υδραπολίον ενεργό υδρορρόου του Σ. Τερματσίδη, υπό σοκ καθημερινού ήρχισε μια σκηνή ανατριχιαστικής αυτοκτονίας. Προς τελευταίαν στιγμήν ο παθών δεν κατόρθωσε αλλά να πεσών επί του οδοστρώματος, παρά τα λοιπά αναπηριακά συμβάντα. Κατά τάς πληροφορίας μας, υποστηρίζεται ότι ο αυτόχειρ εχρησιμοποίησε προς το τραγικόν του τέλος οικογενειακά προβλήματα.: [780, 1557, 958, 1748]
- memorial-entry: [780, 1971, 958, 2174]
- memorial-name: ΘΕΟΔΟΣΙΟΥ ΦΙΛΙΑ: [1010, 1758, 1108, 1770]
- right-lower-col-a: [1158, 1552, 1356, 1792]
- headline-storage-lease: ΕΝΟΙΚΙΑΣΙΣ ΑΠΟΘΗΚΗΣ ΥΠΟ ΤΗΣ Δ.Κ.Η.: [400, 1666, 578, 1701]
- memorial-name: ΓΙΑΝΝΗ ΔΟΔΕ: [1022, 1332, 1097, 1345]
- memorials-section: [590, 1284, 1149, 2325]
- banner-greece-egypt: ΕΛΛΑΣ - ΑΙΓΥΠΤΟΣ 1-1: [590, 57, 1149, 191]
- memorial-text: Την 1ην και 30' μ.μ. χθές εν διαρκεία τής οδού Βενιζέλου, παρά το υδραπολίον ενεργό υδρορρόου του Σ. Τερματσίδη, υπό σοκ καθημερινού ήρχισε μια σκηνή ανατριχιαστικής αυτοκτονίας. Προς τελευταίαν στιγμήν ο παθών δεν κατόρθωσε αλλά να πεσών επί του οδοστρώματος, παρά τα λοιπά αναπηριακά συμβάντα. Κατά τάς πληροφορίας μας, υποστηρίζεται ότι ο αυτόχειρ εχρησιμοποίησε προς το τραγικόν του τέλος οικογενειακά προβλήματα.: [590, 1769, 768, 1961]
- memorial-entry: [590, 1971, 768, 2174]
- memorial-name: ΜΑΡΙΚΑΣ ΗΛΙΟΥ ΙΩΑΝΝΙΔΟΥ: [605, 1758, 754, 1770]
- divider: [1158, 1211, 1562, 1213]
- memorial-entry: [590, 1759, 768, 1962]
- headline-air-force: ΚΑΤΑΤΑΞΙΣ ΕΘΕΛΟΝΤΩΝ ΕΙΣ ΤΗΝ ΑΕΡΟΠΟΡΙΑΝ: [8, 782, 388, 807]
- story-west: ΛΟΣ ΑΝΤΖΕΛΕΣ, 7. (Ασ. Πρές). — Ο πρόεδρος του συμβουλίου εκτελέσεως του Βρετανικού Εργατικού Κόμματος δήλωσεν ότι η Δύσις είναι ανωτέρα στρατιωτικώς και βιομηχανικώς από το ανατολικόν μπλοκ. Εις την Μ. Ανατολήν όμως η Σοβιετική Ένωσις κερδίζει έδαφος λόγω της οικονομικής βοηθείας.: [1158, 577, 1562, 641]
- memorial-name: ΑΘΗΝΑΣ ΚΩΝ. ΠΑΝΑΓΙΩΤΙΔΟΥ: [599, 1970, 760, 1983]
- story-labour: ΛΟΝΔΙΝΟΝ, 7. (Ρώυτερ). — Η Εργατική Κοινοβουλευτική Ομάς απεφάσισε να αποδεχθή και πάλιν εις τους κόλπους της τους βουλευτάς οι οποίοι διεφώνησαν με την πολιτικήν του κόμματος επί του θέματος των πυρηνικών όπλων. ΔΙΑΜΑΡΤΥΡΙΑ ΦΟΙΤΗΤΩΝ. ΟΙ ΚΙΝΕΖΟΙ ΑΝΤΙΔΡΑΣΤΑΙ.: [1158, 938, 1562, 1002]
- headline-architecture: ΑΡΧΙΤΕΚΤΟΝΙΚΗ: [1312, 1797, 1408, 1812]
- memorial-text: Την 1ην και 30' μ.μ. χθές εν διαρκεία τής οδού Βενιζέλου, παρά το υδραπολίον ενεργό υδρορρόου του Σ. Τερματσίδη, υπό σοκ καθημερινού ήρχισε μια σκηνή ανατριχιαστικής αυτοκτονίας. Προς τελευταίαν στιγμήν ο παθών δεν κατόρθωσε αλλά να πεσών επί του οδοστρώματος, παρά τα λοιπά αναπηριακά συμβάντα. Κατά τάς πληροφορίας μας, υποστηρίζεται ότι ο αυτόχειρ εχρησιμοποίησε προς το τραγικόν του τέλος οικογενειακά προβλήματα.: [970, 1769, 1149, 1961]
- sports-story: ΛΟΝΔΙΝΟΝ, 7. (Ρώυτερ). — Η Εργατική Κοινοβουλευτική Ομάς απεφάσισε να αποδεχθή και πάλιν εις τους κόλπους της τους βουλευτάς οι οποίοι διεφώνησαν με την πολιτικήν του κόμματος επί του θέματος των πυρηνικών όπλων. ΔΙΑΜΑΡΤΥΡΙΑ ΦΟΙΤΗΤΩΝ. ΟΙ ΚΙΝΕΖΟΙ ΑΝΤΙΔΡΑΣΤΑΙ.: [970, 486, 1149, 614]
- headline-suicide: ΜΙΑ ΣΥΓΚΛΟΝΙΣΤΙΚΗ ΑΥΤΟΚΤΟΝΙΑ: [82, 20, 314, 69]
